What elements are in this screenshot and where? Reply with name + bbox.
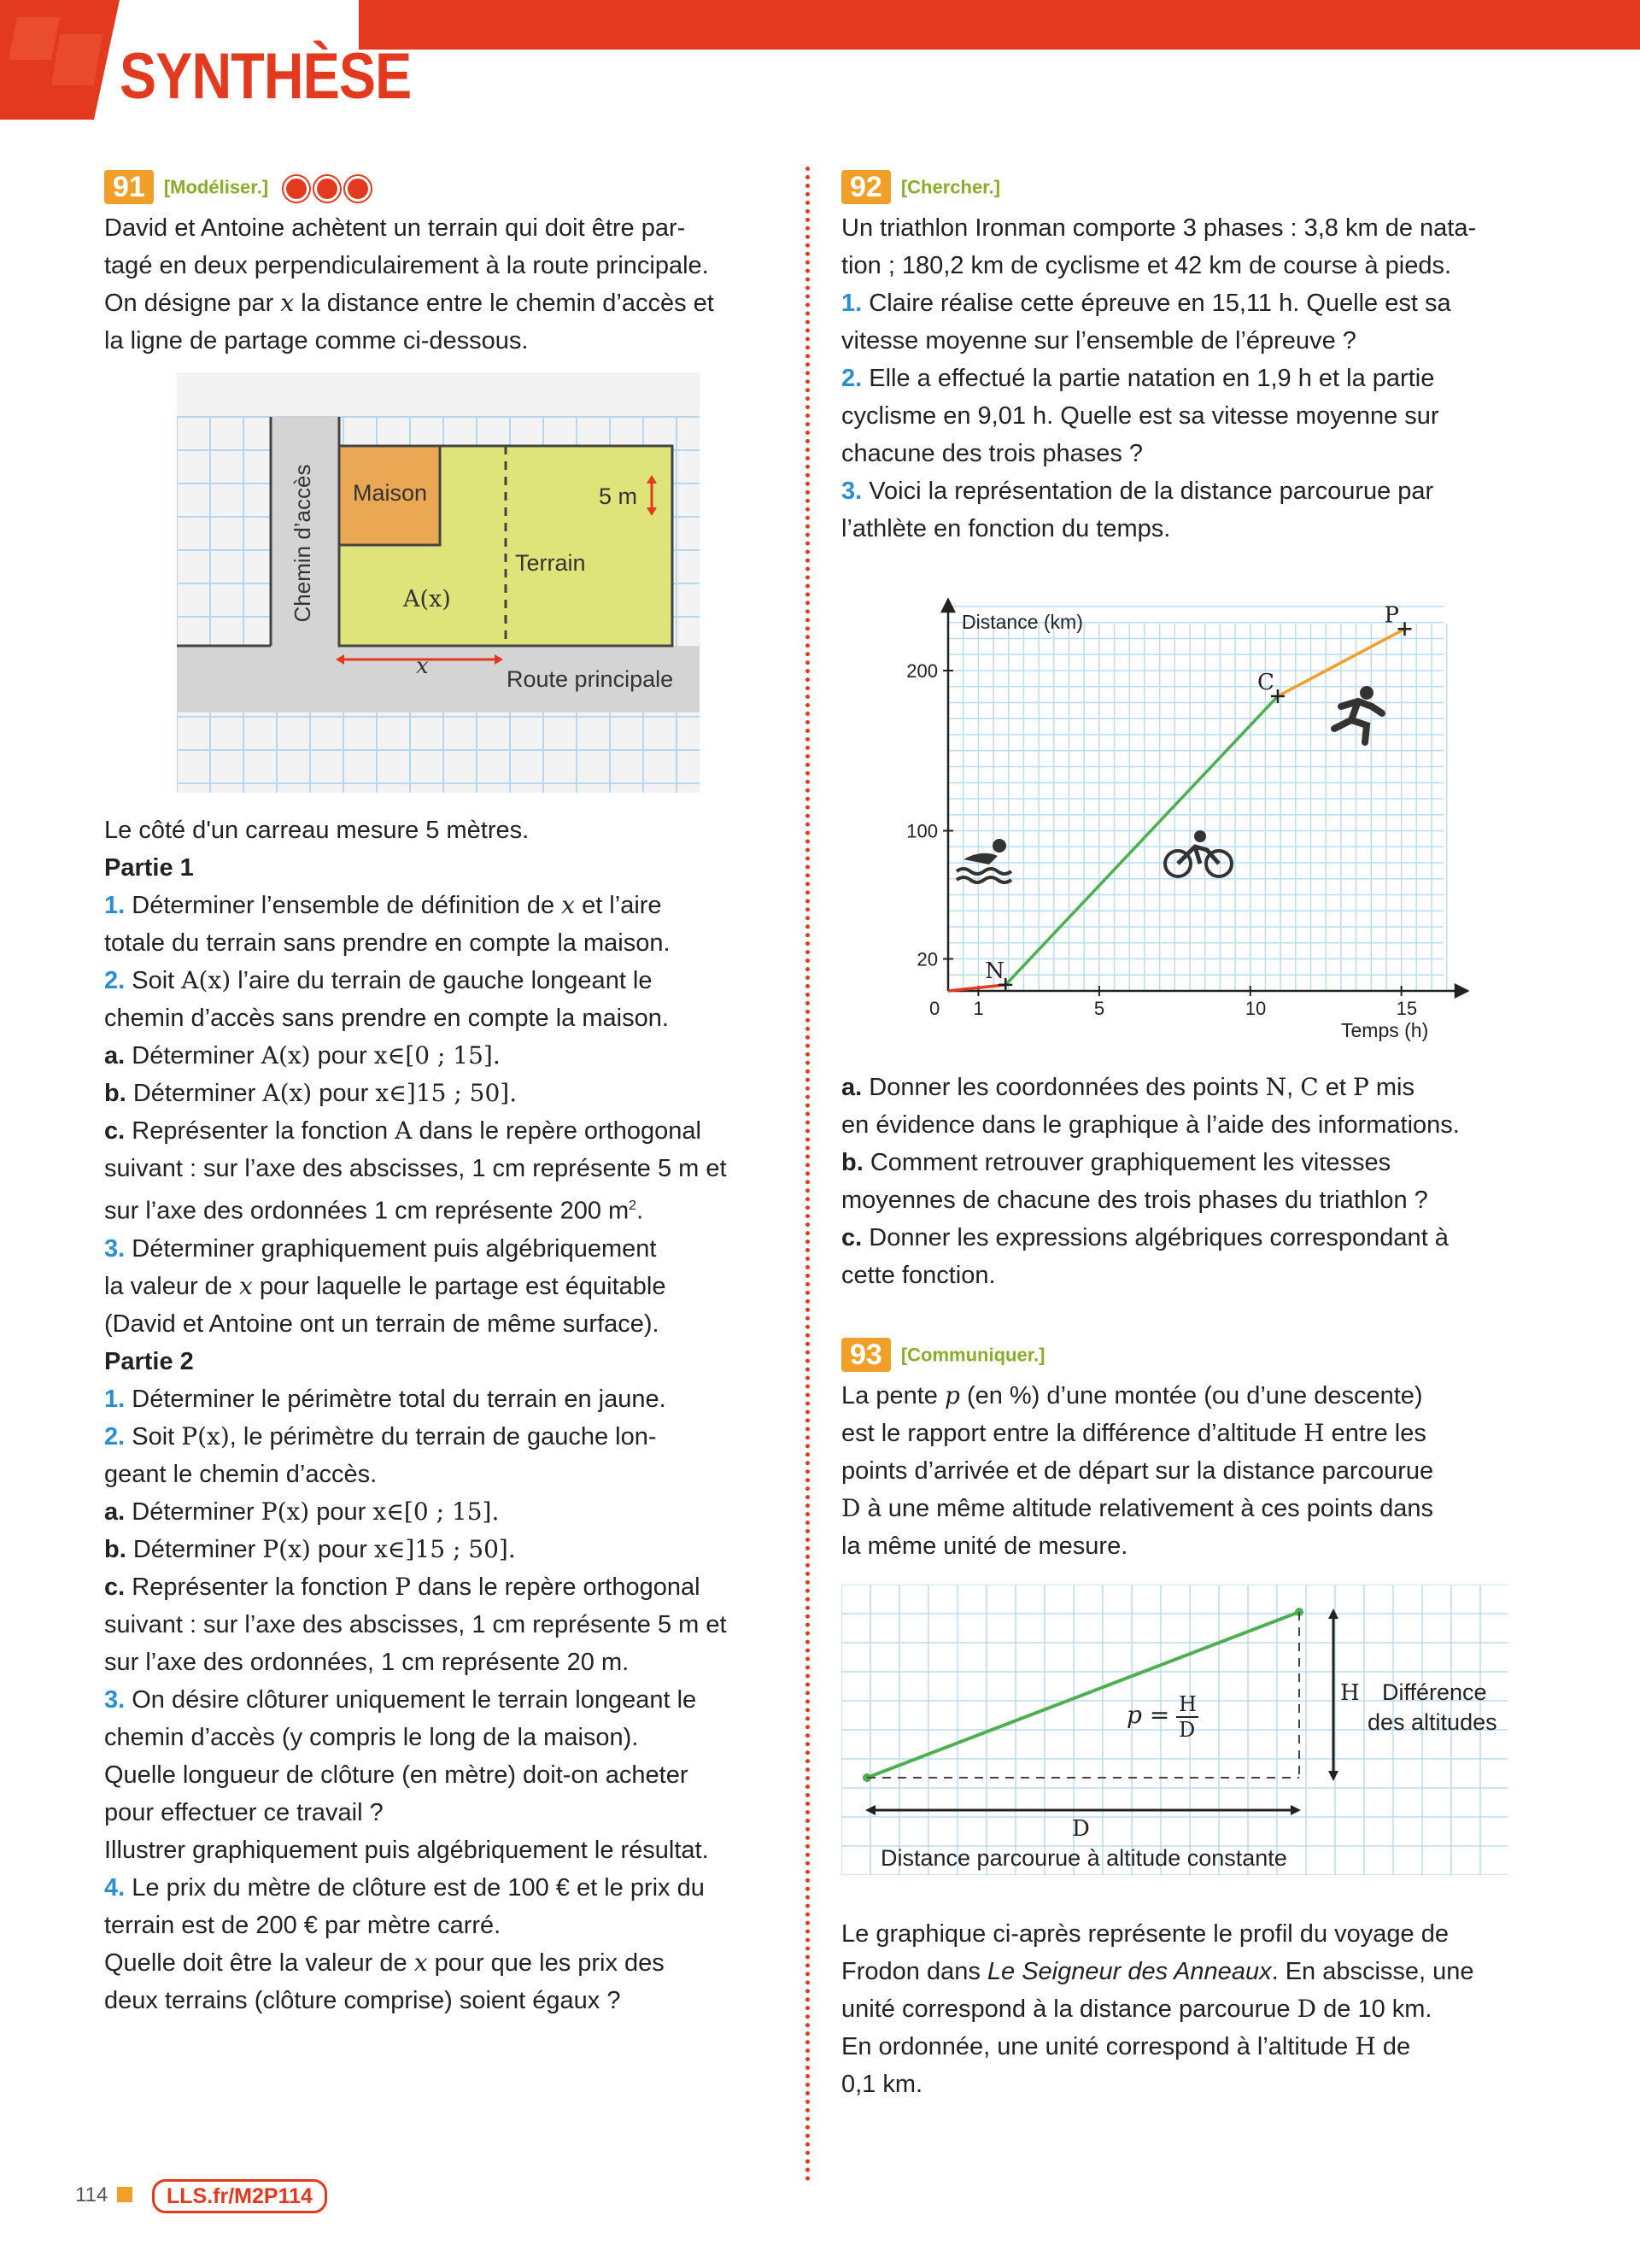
- partie-1-heading: Partie 1: [104, 854, 194, 882]
- intro-line: David et Antoine achètent un terrain qui doit être par-: [104, 214, 686, 243]
- difficulty-dots: [284, 168, 376, 206]
- terrain-figure: [177, 372, 700, 793]
- column-divider: [805, 167, 810, 2183]
- skill-tag: [Chercher.]: [900, 176, 1000, 198]
- d-label: D: [1072, 1816, 1090, 1842]
- x-tick-label: 15: [1396, 998, 1418, 1019]
- swimmer-icon: [957, 839, 1011, 882]
- distance-label: Distance parcourue à altitude constante: [881, 1845, 1287, 1871]
- terrain-label: Terrain: [515, 550, 586, 576]
- intro-line: On désigne par x la distance entre le chemin d’accès et: [104, 289, 714, 318]
- x-tick-label: 0: [929, 998, 940, 1019]
- h-label: H: [1340, 1680, 1360, 1706]
- slope-figure: [841, 1585, 1508, 1875]
- ax-label: A(x): [403, 586, 451, 612]
- partie-2-heading: Partie 2: [104, 1347, 194, 1375]
- exercise-92: 92 [Chercher.] Un triathlon Ironman comporte 3 phases : 3,8 km de nata- tion ; 180,2 km de cyclisme et 42 km de course à pieds. 1. Claire réalise cette épreuve en 15,11 h. Quelle est sa vitesse moyenne sur l’ensemble de l’épreuve ? 2. Elle a effectué la partie natation en 1,9 h et la partie cyclisme en 9,01 h. Quelle est sa vitesse moyenne sur chacune des trois phases ? 3. Voici la représentation de la distance parcourue par l’athlète en fonction du temps.: [841, 171, 1477, 543]
- x-tick-label: 1: [973, 998, 984, 1019]
- exercise-number: 92: [841, 170, 891, 204]
- carreau-text: Le côté d'un carreau mesure 5 mètres.: [104, 817, 530, 844]
- y-tick-label: 100: [906, 820, 938, 842]
- x-tick-label: 5: [1093, 998, 1105, 1019]
- slope-formula: p =: [1127, 1701, 1170, 1729]
- y-tick-label: 200: [906, 660, 938, 682]
- intro-line: tagé en deux perpendiculairement à la route principale.: [104, 252, 709, 280]
- route-label: Route principale: [507, 666, 674, 692]
- y-tick-label: 20: [917, 948, 938, 970]
- header-bar: [359, 0, 1640, 50]
- exercise-91: [104, 167, 788, 360]
- point-label: N: [985, 958, 1004, 984]
- exercise-93-outro: Le graphique ci-après représente le profil du voyage de Frodon dans Le Seigneur des Anneaux. En abscisse, une unité correspond à la distance parcourue D de 10 km. En ordonnée, une unité correspond à l’altitude H de 0,1 km.: [841, 1920, 1474, 2098]
- page-number: 114: [75, 2183, 108, 2206]
- exercise-93: 93 [Communiquer.] La pente p (en %) d’une montée (ou d’une descente) est le rapport entre la différence d’altitude H entre les points d’arrivée et de départ sur la distance parcourue D à une même altitude relativement à ces points dans la même unité de mesure.: [841, 1339, 1434, 1561]
- chemin-label: Chemin d’accès: [290, 464, 315, 623]
- footer-link[interactable]: LLS.fr/M2P114: [152, 2179, 327, 2213]
- skill-tag: [Communiquer.]: [900, 1344, 1046, 1366]
- exercise-number: 93: [841, 1338, 891, 1372]
- triathlon-chart: [888, 572, 1469, 1051]
- difference-label: Différence: [1382, 1679, 1487, 1705]
- x-tick-label: 10: [1245, 998, 1267, 1019]
- y-axis-label: Distance (km): [962, 611, 1083, 633]
- page-title: SYNTHÈSE: [120, 40, 412, 113]
- skill-tag: [Modéliser.]: [163, 176, 269, 198]
- intro-line: la ligne de partage comme ci-dessous.: [104, 327, 529, 355]
- x-axis-label: Temps (h): [1341, 1019, 1429, 1041]
- fraction-denominator: D: [1179, 1718, 1196, 1742]
- footer-square: [117, 2187, 132, 2202]
- exercise-92-sub: a. Donner les coordonnées des points N, C et P mis en évidence dans le graphique à l’aide des informations. b. Comment retrouver graphiquement les vitesses moyennes de chacune des trois phases du triathlon ? c. Donner les expressions algébriques correspondant à cette fonction.: [841, 1073, 1460, 1289]
- point-label: C: [1256, 670, 1274, 695]
- x-label: x: [416, 653, 429, 679]
- point-label: P: [1384, 602, 1400, 629]
- fraction-numerator: H: [1179, 1692, 1197, 1716]
- five-m-label: 5 m: [599, 483, 638, 509]
- exercise-91-questions: Le côté d'un carreau mesure 5 mètres. Partie 1 1. Déterminer l’ensemble de définition de x et l’aire totale du terrain sans prendre en compte la maison. 2. Soit A(x) l’aire du terrain de gauche longeant le chemin d’accès sans prendre en compte la maison. a. Déterminer A(x) pour x∈[0 ; 15]. b. Déterminer A(x) pour x∈]15 ; 50]. c. Représenter la fonction A dans le repère orthogonal suivant : sur l’axe des abscisses, 1 cm représente 5 m et sur l’axe des ordonnées 1 cm représente 200 $m^2$. 3. Déterminer graphiquement puis algébriquement la valeur de x pour laquelle le partage est équitable (David et Antoine ont un terrain de même surface). Partie 2 1. Déterminer le périmètre total du terrain en jaune. 2. Soit P(x), le périmètre du terrain de gauche lon- geant le chemin d’accès. a. Déterminer P(x) pour x∈[0 ; 15]. b. Déterminer P(x) pour x∈]15 ; 50]. c. Représenter la fonction P dans le repère orthogonal suivant : sur l’axe des abscisses, 1 cm représente 5 m et sur l’axe des ordonnées, 1 cm représente 20 m. 3. On désire clôturer uniquement le terrain longeant le chemin d’accès (y compris le long de la maison). Quelle longueur de clôture (en mètre) doit-on acheter pour effectuer ce travail ? Illustrer graphiquement puis algébriquement le résultat. 4. Le prix du mètre de clôture est de 100 € et le prix du terrain est de 200 € par mètre carré. Quelle doit être la valeur de x pour que les prix des deux terrains (clôture comprise) soient égaux ?: [104, 812, 805, 2019]
- maison-label: Maison: [353, 480, 428, 506]
- corner-logo: [0, 0, 120, 120]
- exercise-number: 91: [104, 170, 154, 204]
- series-line: [1005, 696, 1278, 985]
- difference-label-2: des altitudes: [1368, 1709, 1497, 1735]
